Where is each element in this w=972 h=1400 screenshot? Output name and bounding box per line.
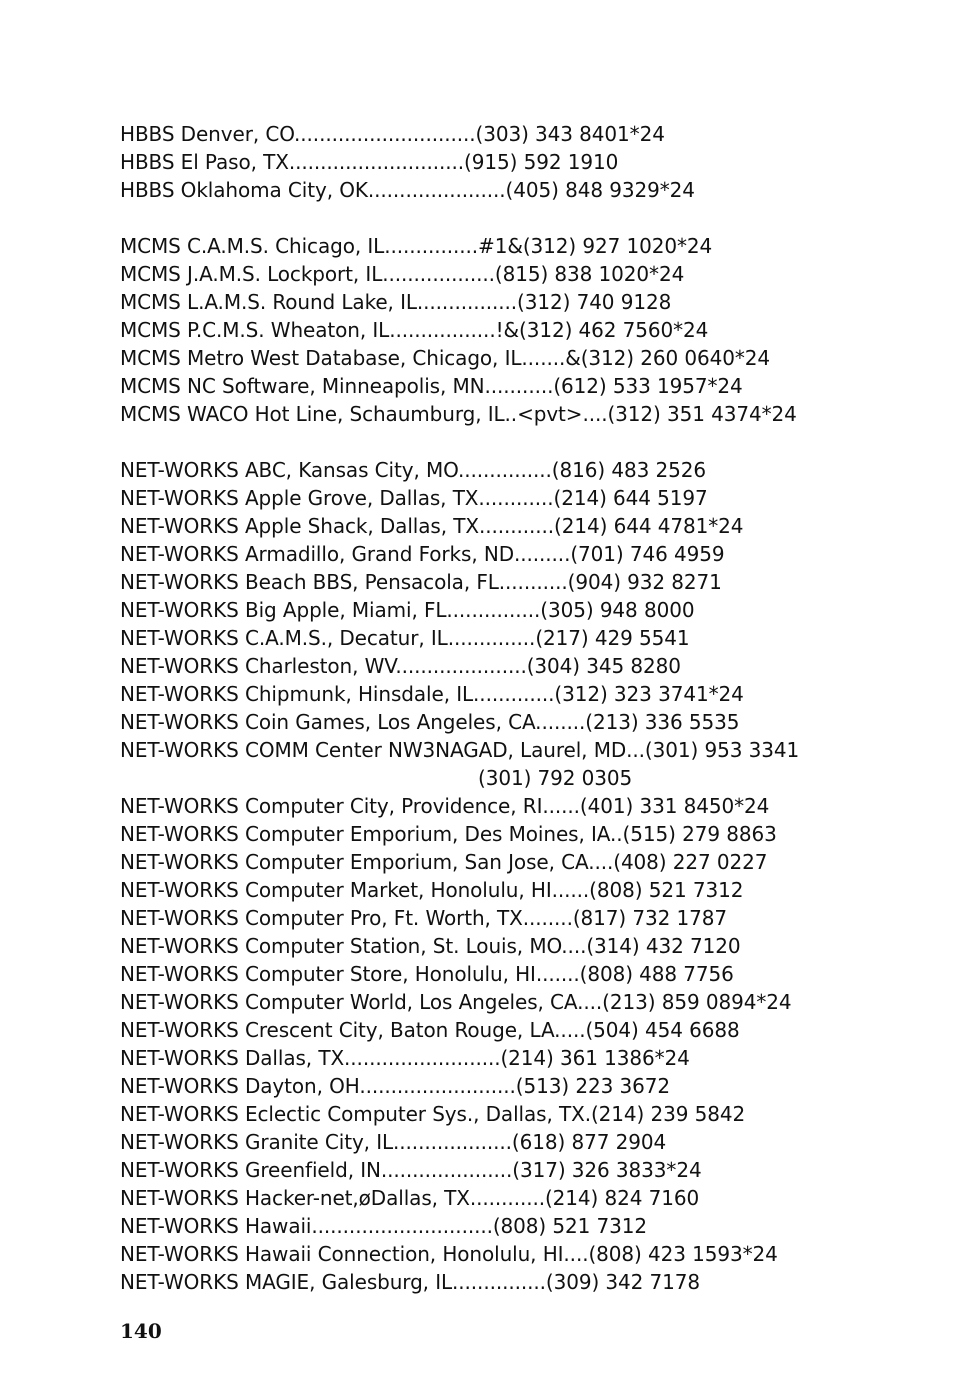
listing-line: HBBS El Paso, TX............................(915) 592 1910 (120, 150, 619, 174)
listing-line: MCMS J.A.M.S. Lockport, IL..................(815) 838 1020*24 (120, 262, 685, 286)
hbbs-group (120, 120, 940, 204)
listing-line: NET-WORKS Granite City, IL...................(618) 877 2904 (120, 1130, 667, 1154)
listing-line: HBBS Oklahoma City, OK......................(405) 848 9329*24 (120, 178, 695, 202)
listing-line: NET-WORKS Dallas, TX.........................(214) 361 1386*24 (120, 1046, 690, 1070)
listing-line: NET-WORKS Apple Grove, Dallas, TX............(214) 644 5197 (120, 486, 708, 510)
listing-line: NET-WORKS Hacker-net,øDallas, TX............(214) 824 7160 (120, 1186, 700, 1210)
listing-line: NET-WORKS Computer Pro, Ft. Worth, TX........(817) 732 1787 (120, 906, 727, 930)
listing-line: NET-WORKS Computer Emporium, Des Moines, IA..(515) 279 8863 (120, 822, 777, 846)
listing-line: NET-WORKS Beach BBS, Pensacola, FL...........(904) 932 8271 (120, 570, 722, 594)
listing-line: NET-WORKS MAGIE, Galesburg, IL...............(309) 342 7178 (120, 1270, 701, 1294)
bbs-listing (120, 120, 940, 1352)
net-works-group (120, 456, 940, 1324)
listing-line: NET-WORKS COMM Center NW3NAGAD, Laurel, MD...(301) 953 3341 (120, 738, 800, 762)
listing-line: MCMS NC Software, Minneapolis, MN...........(612) 533 1957*24 (120, 374, 743, 398)
listing-line (120, 1296, 940, 1324)
listing-line-continuation: (301) 792 0305 (478, 766, 633, 790)
listing-line: NET-WORKS Dayton, OH.........................(513) 223 3672 (120, 1074, 670, 1098)
listing-line: NET-WORKS Computer Emporium, San Jose, CA....(408) 227 0227 (120, 850, 768, 874)
mcms-group (120, 232, 940, 428)
listing-line: NET-WORKS Greenfield, IN.....................(317) 326 3833*24 (120, 1158, 702, 1182)
page-number: 140 (120, 1319, 162, 1343)
listing-line: NET-WORKS Eclectic Computer Sys., Dallas, TX.(214) 239 5842 (120, 1102, 746, 1126)
listing-line: NET-WORKS Coin Games, Los Angeles, CA........(213) 336 5535 (120, 710, 740, 734)
listing-line: NET-WORKS Computer World, Los Angeles, CA....(213) 859 0894*24 (120, 990, 792, 1014)
listing-line: MCMS Metro West Database, Chicago, IL.......&(312) 260 0640*24 (120, 346, 771, 370)
listing-line: HBBS Denver, CO.............................(303) 343 8401*24 (120, 122, 665, 146)
listing-line: MCMS L.A.M.S. Round Lake, IL................(312) 740 9128 (120, 290, 672, 314)
listing-line: NET-WORKS Chipmunk, Hinsdale, IL.............(312) 323 3741*24 (120, 682, 744, 706)
listing-line: NET-WORKS Big Apple, Miami, FL...............(305) 948 8000 (120, 598, 695, 622)
listing-line: MCMS C.A.M.S. Chicago, IL...............#1&(312) 927 1020*24 (120, 234, 713, 258)
listing-line: NET-WORKS Armadillo, Grand Forks, ND.........(701) 746 4959 (120, 542, 725, 566)
listing-line: NET-WORKS Computer City, Providence, RI......(401) 331 8450*24 (120, 794, 770, 818)
listing-line: NET-WORKS Hawaii Connection, Honolulu, HI....(808) 423 1593*24 (120, 1242, 778, 1266)
listing-line: NET-WORKS Hawaii.............................(808) 521 7312 (120, 1214, 648, 1238)
listing-line: NET-WORKS Computer Market, Honolulu, HI......(808) 521 7312 (120, 878, 744, 902)
listing-line: NET-WORKS Computer Station, St. Louis, MO....(314) 432 7120 (120, 934, 741, 958)
listing-line: MCMS P.C.M.S. Wheaton, IL.................!&(312) 462 7560*24 (120, 318, 709, 342)
listing-line: NET-WORKS Charleston, WV.....................(304) 345 8280 (120, 654, 681, 678)
listing-line: NET-WORKS Computer Store, Honolulu, HI.......(808) 488 7756 (120, 962, 734, 986)
listing-line: NET-WORKS Apple Shack, Dallas, TX............(214) 644 4781*24 (120, 514, 744, 538)
listing-line: MCMS WACO Hot Line, Schaumburg, IL..<pvt>....(312) 351 4374*24 (120, 402, 797, 426)
listing-line: NET-WORKS C.A.M.S., Decatur, IL..............(217) 429 5541 (120, 626, 690, 650)
listing-line: NET-WORKS Crescent City, Baton Rouge, LA.....(504) 454 6688 (120, 1018, 740, 1042)
listing-line: NET-WORKS ABC, Kansas City, MO...............(816) 483 2526 (120, 458, 706, 482)
